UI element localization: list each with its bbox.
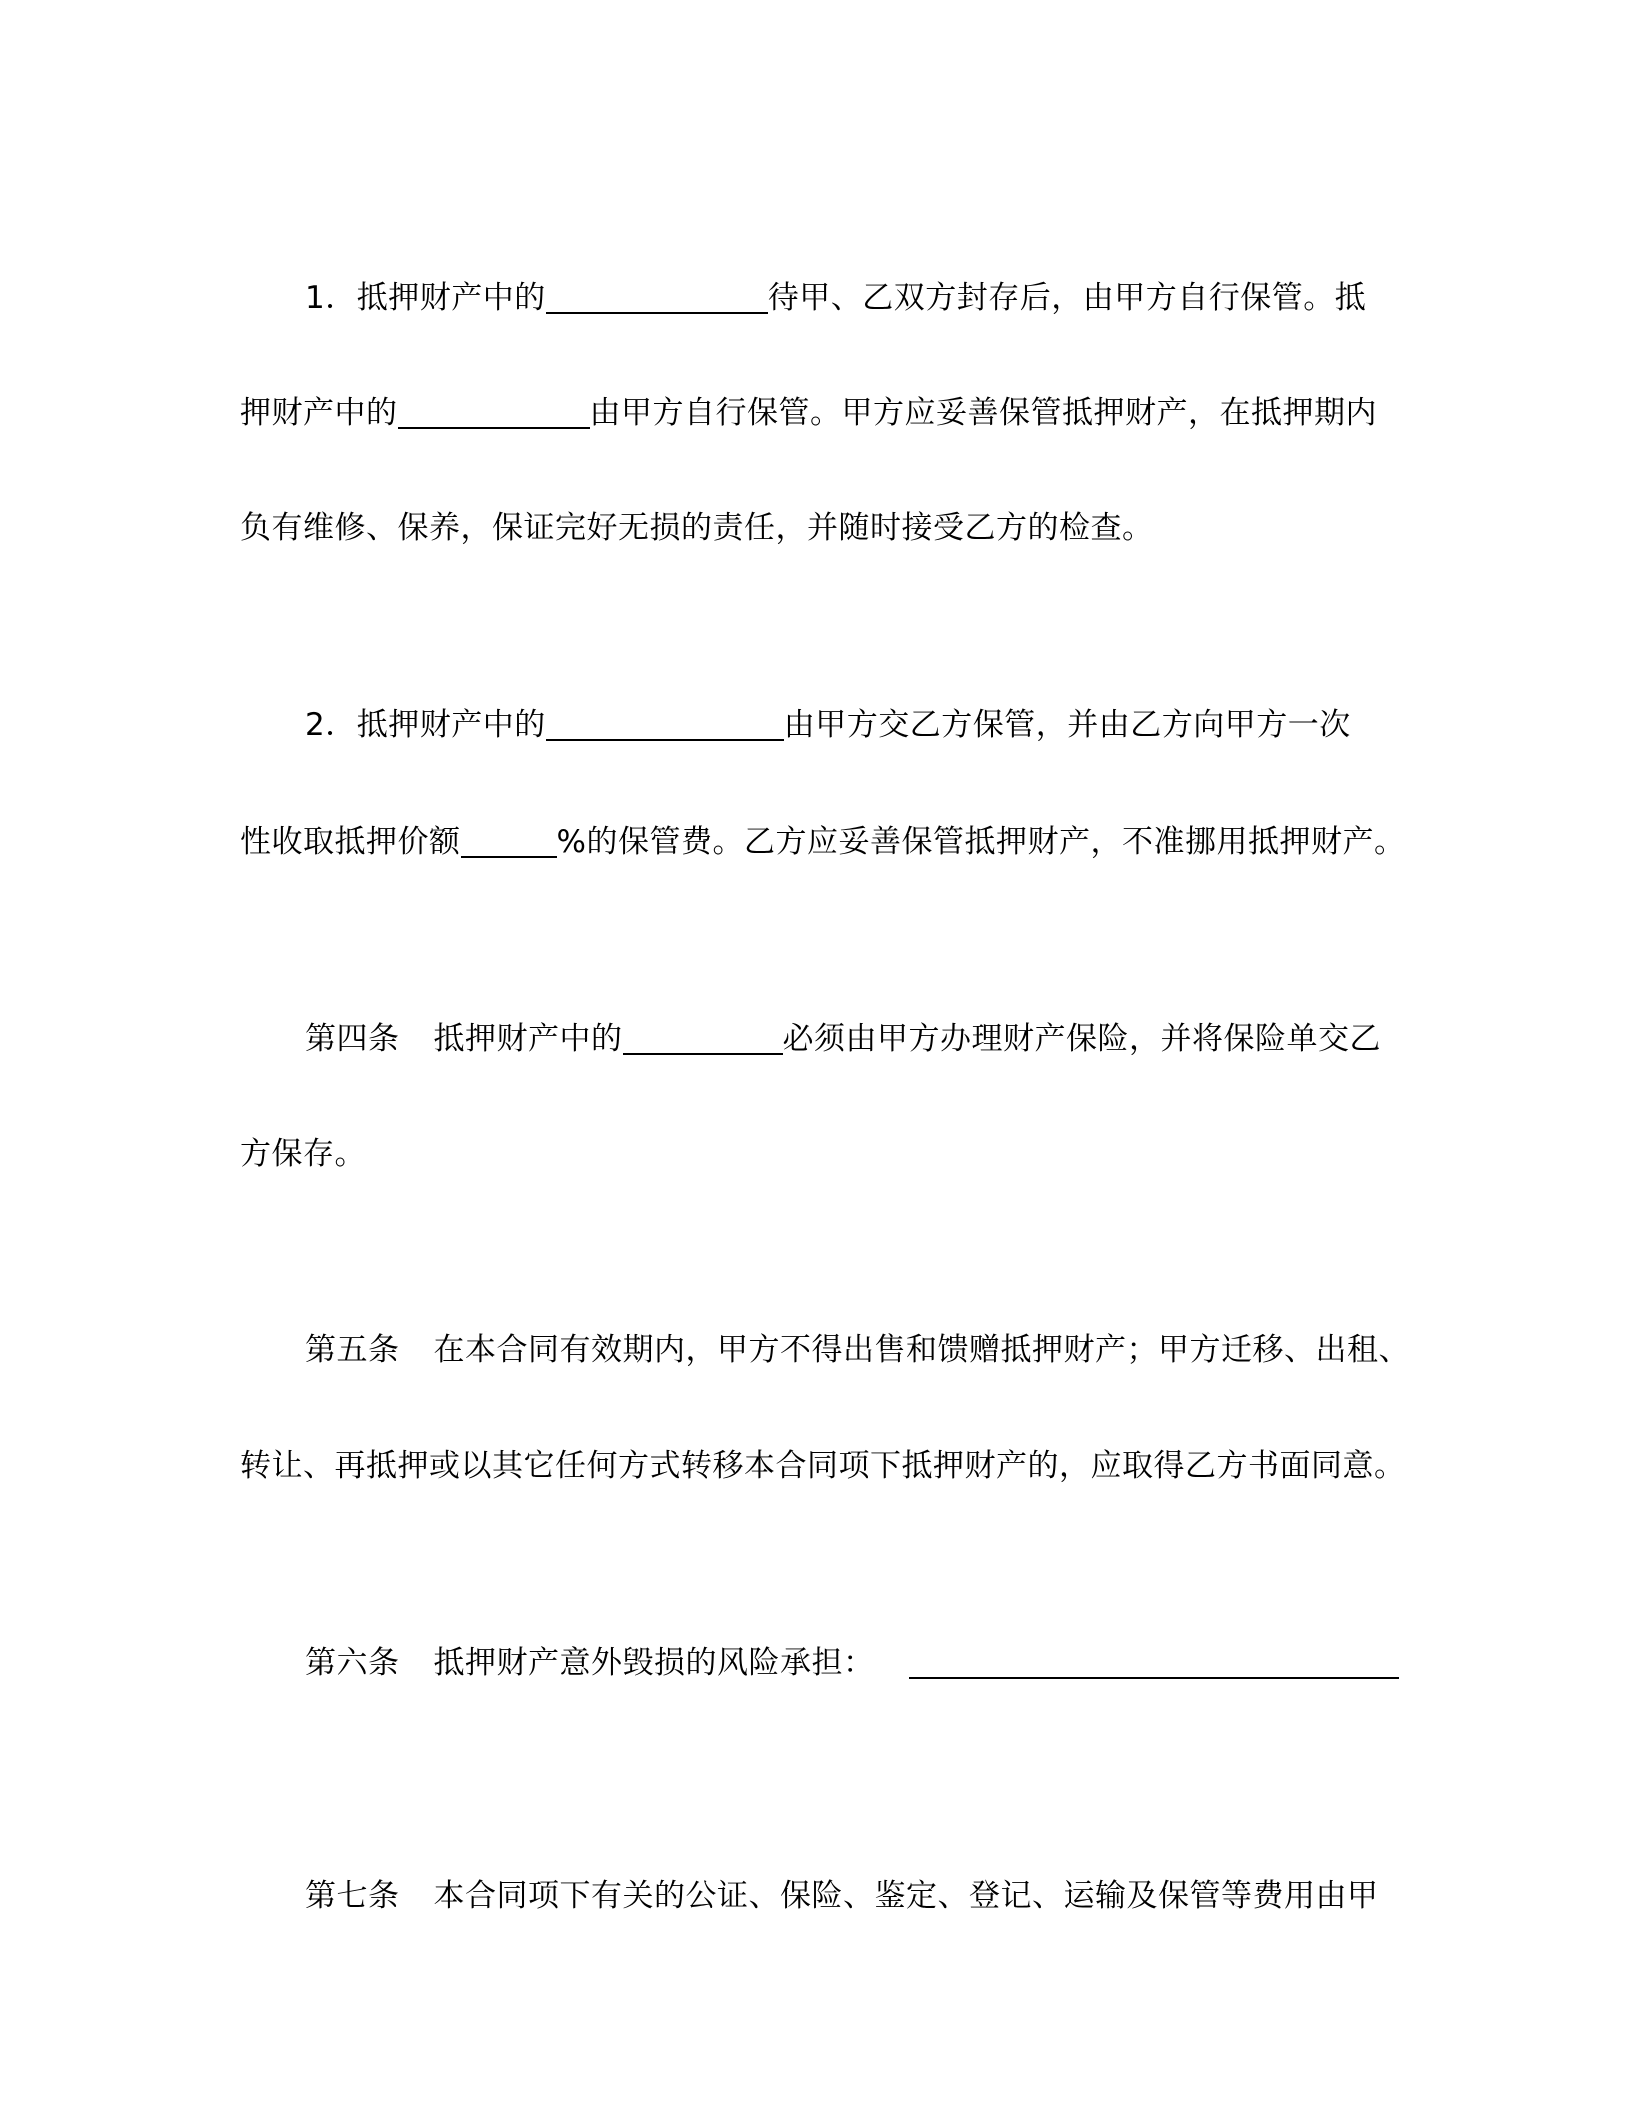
art4-heading: 第四条	[305, 1021, 400, 1057]
p2-line-2-text-b: %的保管费。乙方应妥善保管抵押财产，不准挪用抵押财产。	[556, 824, 1406, 860]
blank-field[interactable]	[546, 280, 768, 314]
blank-field[interactable]	[546, 707, 784, 741]
p1-line-2	[240, 393, 1377, 433]
p2-line-1-text-a: 2．抵押财产中的	[305, 707, 546, 743]
art4-line-1-text-a: 抵押财产中的	[433, 1021, 623, 1057]
p1-line-1-text-b: 待甲、乙双方封存后，由甲方自行保管。抵	[767, 280, 1367, 316]
p2-line-1-text-b: 由甲方交乙方保管，并由乙方向甲方一次	[783, 707, 1351, 743]
art5-line-2-text: 转让、再抵押或以其它任何方式转移本合同项下抵押财产的，应取得乙方书面同意。	[240, 1448, 1406, 1484]
p2-line-1	[305, 705, 1351, 745]
blank-field[interactable]	[398, 395, 590, 429]
art7-line-1-text: 本合同项下有关的公证、保险、鉴定、登记、运输及保管等费用由甲	[433, 1878, 1379, 1914]
art5-line-1	[305, 1330, 1410, 1370]
blank-field[interactable]	[461, 824, 557, 858]
art4-line-1-text-b: 必须由甲方办理财产保险，并将保险单交乙	[782, 1021, 1381, 1057]
art7-heading: 第七条	[305, 1878, 400, 1914]
blank-field[interactable]	[909, 1645, 1399, 1679]
art7-line-1	[305, 1876, 1379, 1916]
art4-line-1	[305, 1019, 1381, 1059]
p2-line-2-text-a: 性收取抵押价额	[240, 824, 461, 860]
p1-line-2-text-a: 押财产中的	[240, 395, 398, 431]
art6-heading: 第六条	[305, 1645, 400, 1681]
art5-line-2	[240, 1446, 1406, 1486]
art4-line-2	[240, 1134, 366, 1174]
art6-line-1-text: 抵押财产意外毁损的风险承担：	[433, 1645, 875, 1681]
art5-heading: 第五条	[305, 1332, 400, 1368]
p1-line-3	[240, 508, 1154, 548]
art5-line-1-text: 在本合同有效期内，甲方不得出售和馈赠抵押财产；甲方迁移、出租、	[433, 1332, 1410, 1368]
p1-line-2-text-b: 由甲方自行保管。甲方应妥善保管抵押财产，在抵押期内	[589, 395, 1377, 431]
art4-line-2-text: 方保存。	[240, 1136, 366, 1172]
p1-line-1	[305, 278, 1366, 318]
blank-field[interactable]	[623, 1021, 783, 1055]
p1-line-3-text: 负有维修、保养，保证完好无损的责任，并随时接受乙方的检查。	[240, 510, 1154, 546]
art6-line-1	[305, 1643, 1399, 1683]
p1-line-1-text-a: 1．抵押财产中的	[305, 280, 546, 316]
p2-line-2	[240, 822, 1405, 862]
